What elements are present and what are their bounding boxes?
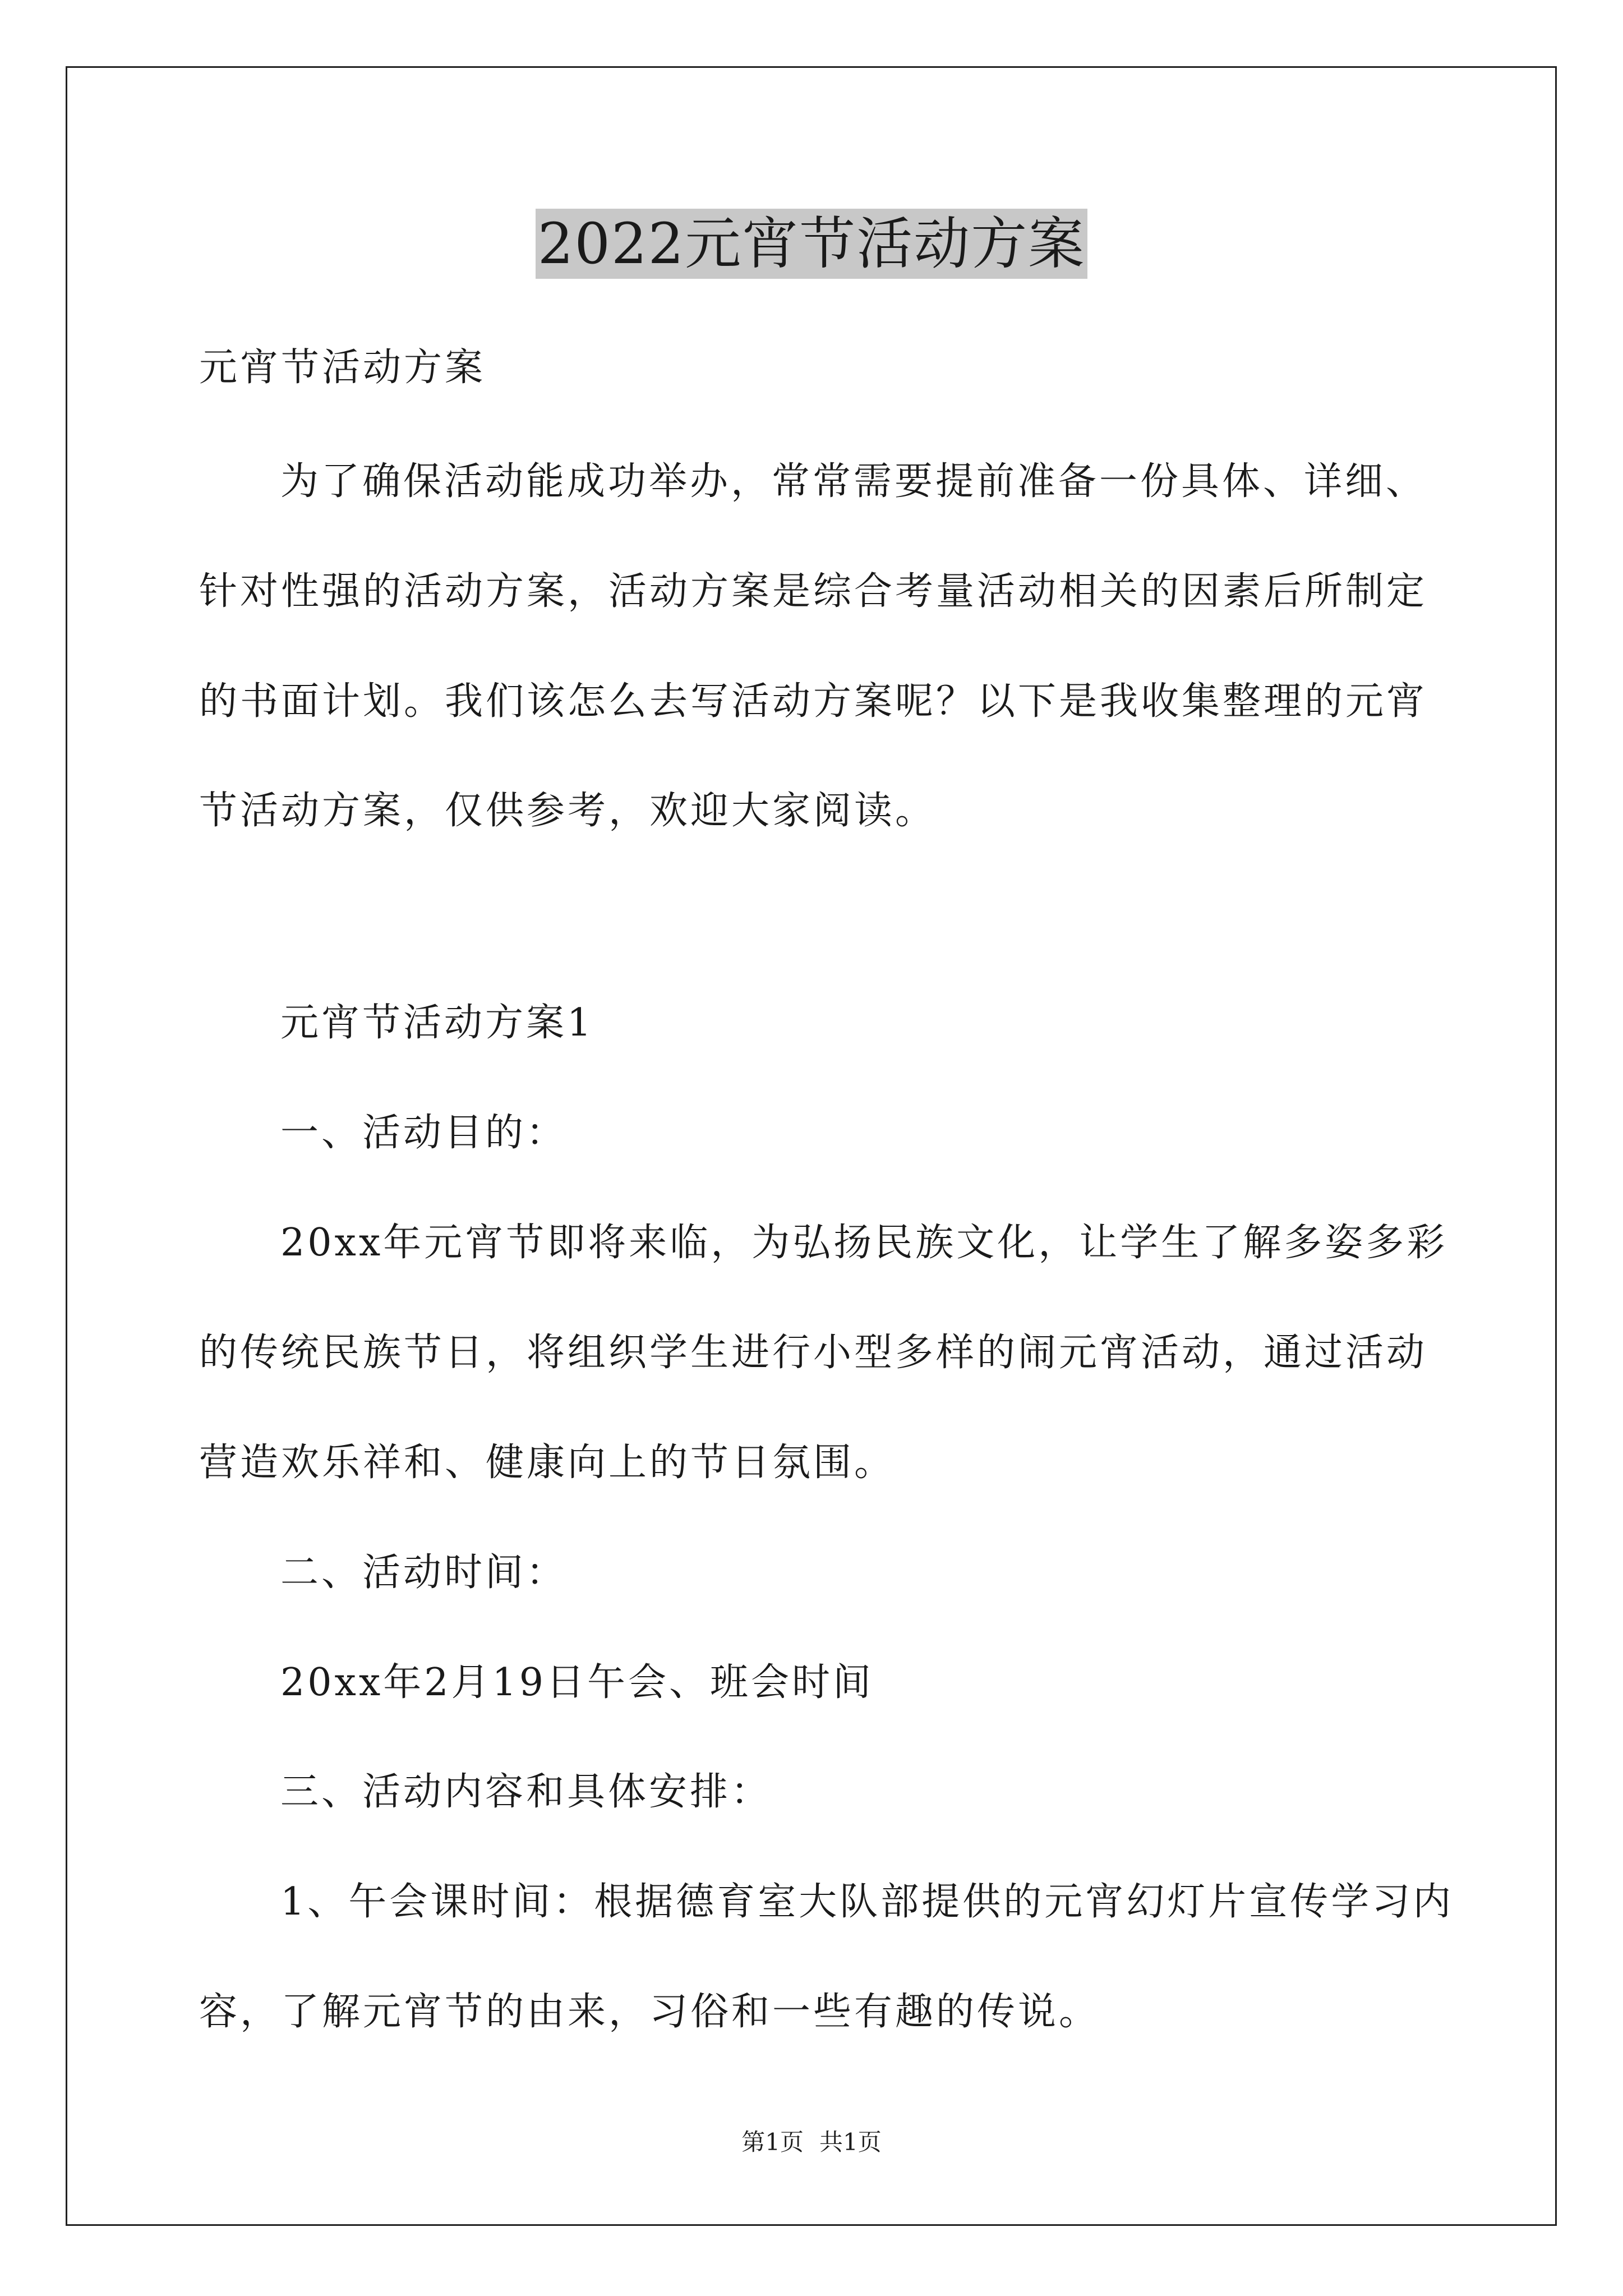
paragraph-line: 的传统民族节日，将组织学生进行小型多样的闹元宵活动，通过活动 xyxy=(199,1331,1428,1375)
paragraph-line: 容，了解元宵节的由来，习俗和一些有趣的传说。 xyxy=(199,1990,1100,2034)
paragraph-line: 20xx年2月19日午会、班会时间 xyxy=(280,1660,874,1705)
paragraph-line: 节活动方案，仅供参考，欢迎大家阅读。 xyxy=(199,789,937,833)
section-heading: 元宵节活动方案 xyxy=(199,346,486,390)
subsection-heading: 元宵节活动方案1 xyxy=(280,1001,594,1045)
paragraph-line: 的书面计划。我们该怎么去写活动方案呢？以下是我收集整理的元宵 xyxy=(199,679,1428,724)
list-heading: 三、活动内容和具体安排： xyxy=(280,1770,772,1814)
page-number-current: 第1页 xyxy=(741,2128,804,2156)
paragraph-line: 针对性强的活动方案，活动方案是综合考量活动相关的因素后所制定 xyxy=(199,569,1428,614)
paragraph-line: 1、午会课时间：根据德育室大队部提供的元宵幻灯片宣传学习内 xyxy=(280,1880,1454,1924)
list-heading: 二、活动时间： xyxy=(280,1550,568,1595)
title-container xyxy=(0,209,1623,279)
paragraph-line: 营造欢乐祥和、健康向上的节日氛围。 xyxy=(199,1441,896,1485)
document-title: 2022元宵节活动方案 xyxy=(536,209,1088,279)
paragraph-line: 为了确保活动能成功举办，常常需要提前准备一份具体、详细、 xyxy=(280,459,1427,504)
page-footer xyxy=(0,2128,1623,2156)
list-heading: 一、活动目的： xyxy=(280,1111,568,1155)
paragraph-line: 20xx年元宵节即将来临，为弘扬民族文化，让学生了解多姿多彩 xyxy=(280,1221,1448,1265)
page-number-total: 共1页 xyxy=(819,2128,882,2156)
